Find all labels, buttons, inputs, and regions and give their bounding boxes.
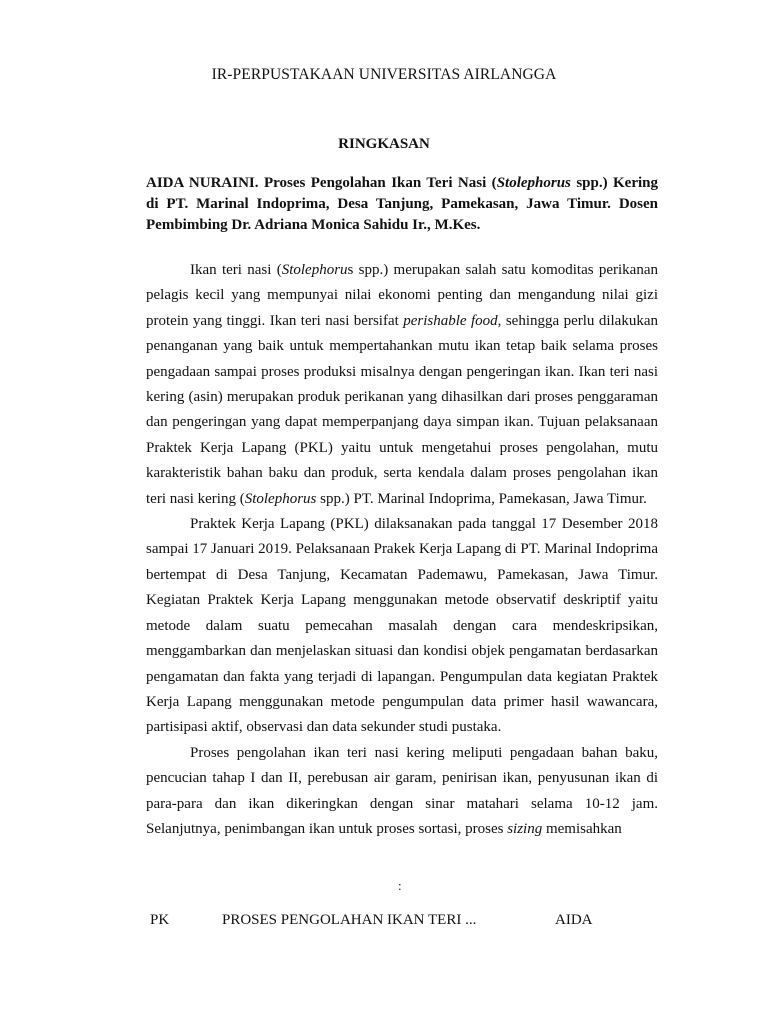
footer-right: AIDA	[555, 912, 593, 926]
p1-text-g: spp.) PT. Marinal Indoprima, Pamekasan, Jawa Timur.	[316, 490, 647, 507]
p1-italic-d: perishable food	[403, 312, 498, 329]
citation-text-1: AIDA NURAINI. Proses Pengolahan Ikan Teri Nasi (	[146, 175, 497, 191]
p1-italic-f: Stolephorus	[244, 490, 317, 507]
p3-text-a: Proses pengolahan ikan teri nasi kering meliputi pengadaan bahan baku, pencucian tahap I dan II, perebusan air garam, penirisan ikan, penyusunan ikan di para-para dan ikan dikeringkan dengan sinar matahari selama 10-12 jam. Selanjutnya, penimbangan ikan untuk proses sortasi, proses	[146, 744, 658, 837]
page-footer	[0, 912, 768, 926]
p1-italic-b: Stolephoru	[281, 262, 348, 278]
p1-text-e: , sehingga perlu dilakukan penanganan yang baik untuk mempertahankan mutu ikan tetap baik selama proses pengadaan sampai proses produksi misalnya dengan pengeringan ikan. Ikan teri nasi kering (asin) merupakan produk perikanan yang dihasilkan dari proses penggaraman dan pengeringan yang dapat memperpanjang daya simpan ikan. Tujuan pelaksanaan Praktek Kerja Lapang (PKL) yaitu untuk mengetahui proses pengolahan, mutu karakteristik bahan baku dan produk, serta kendala dalam proses pengolahan ikan teri nasi kering (	[146, 312, 658, 507]
paragraph-1	[146, 258, 658, 512]
p3-text-c: memisahkan	[542, 820, 622, 837]
footer-left: PK	[150, 912, 170, 926]
section-title: RINGKASAN	[338, 136, 430, 152]
p1-text-c: s spp.) merupakan salah satu komoditas perikanan pelagis kecil yang mempunyai nilai ekonomi penting dan mengandung nilai gizi protein yang tinggi. Ikan teri nasi bersifat	[146, 262, 658, 329]
citation-species: Stolephorus	[496, 175, 571, 191]
footer-center: PROSES PENGOLAHAN IKAN TERI ...	[222, 912, 477, 926]
page-header: IR-PERPUSTAKAAN UNIVERSITAS AIRLANGGA	[211, 66, 557, 83]
abstract-body	[146, 258, 658, 842]
page-marker: :	[398, 878, 402, 893]
paragraph-2: Praktek Kerja Lapang (PKL) dilaksanakan pada tanggal 17 Desember 2018 sampai 17 Januari 2019. Pelaksanaan Prakek Kerja Lapang di PT. Marinal Indoprima bertempat di Desa Tanjung, Kecamatan Pademawu, Pamekasan, Jawa Timur. Kegiatan Praktek Kerja Lapang menggunakan metode observatif deskriptif yaitu metode dalam suatu pemecahan masalah dengan cara mendeskripsikan, menggambarkan dan menjelaskan situasi dan kondisi objek pengamatan berdasarkan pengamatan dan fakta yang terjadi di lapangan. Pengumpulan data kegiatan Praktek Kerja Lapang menggunakan metode pengumpulan data primer hasil wawancara, partisipasi aktif, observasi dan data sekunder studi pustaka.	[146, 516, 658, 736]
paragraph-3	[146, 741, 658, 843]
citation-text-2: spp.) Kering di PT. Marinal Indoprima, Desa Tanjung, Pamekasan, Jawa Timur. Dosen Pembimbing Dr. Adriana Monica Sahidu Ir., M.Kes.	[146, 175, 659, 233]
p3-italic-b: sizing	[507, 820, 543, 837]
citation-block	[146, 173, 658, 236]
p1-text-a: Ikan teri nasi (	[190, 262, 282, 278]
